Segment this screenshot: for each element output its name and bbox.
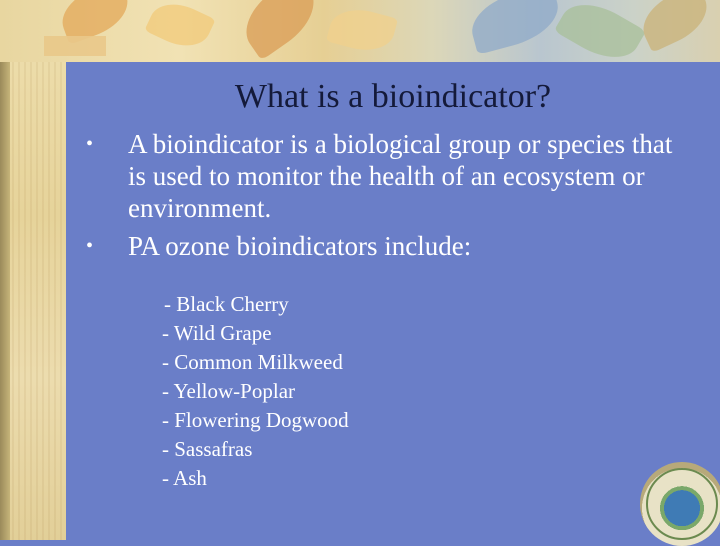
species-item: - Wild Grape: [162, 321, 272, 345]
decorative-top-banner: [0, 0, 720, 62]
bullet-icon: •: [86, 235, 94, 257]
slide-title: What is a bioindicator?: [234, 78, 552, 115]
bullet-item: [86, 128, 696, 224]
logo-ring: [646, 468, 718, 540]
species-item: - Ash: [162, 466, 207, 490]
bullet-text: A bioindicator is a biological group or species that is used to monitor the health of an ecosystem or environment.: [128, 129, 673, 223]
leaf-decoration: [554, 0, 646, 62]
species-item: - Common Milkweed: [162, 350, 343, 374]
decorative-left-border: [0, 0, 66, 540]
leaf-decoration: [326, 2, 398, 57]
bullet-icon: •: [86, 133, 94, 155]
species-item: - Sassafras: [162, 437, 253, 461]
bullet-list: [86, 128, 696, 268]
species-item: - Flowering Dogwood: [162, 408, 349, 432]
species-item: - Black Cherry: [164, 292, 289, 316]
species-item: - Yellow-Poplar: [162, 379, 296, 403]
decorative-tab: [44, 36, 106, 56]
leaf-decoration: [634, 0, 716, 53]
leaf-decoration: [465, 0, 565, 55]
leaf-decoration: [144, 0, 215, 56]
leaf-decoration: [233, 0, 327, 60]
species-list: [162, 290, 349, 493]
bullet-item: [86, 230, 696, 262]
bullet-text: PA ozone bioindicators include:: [128, 231, 472, 261]
